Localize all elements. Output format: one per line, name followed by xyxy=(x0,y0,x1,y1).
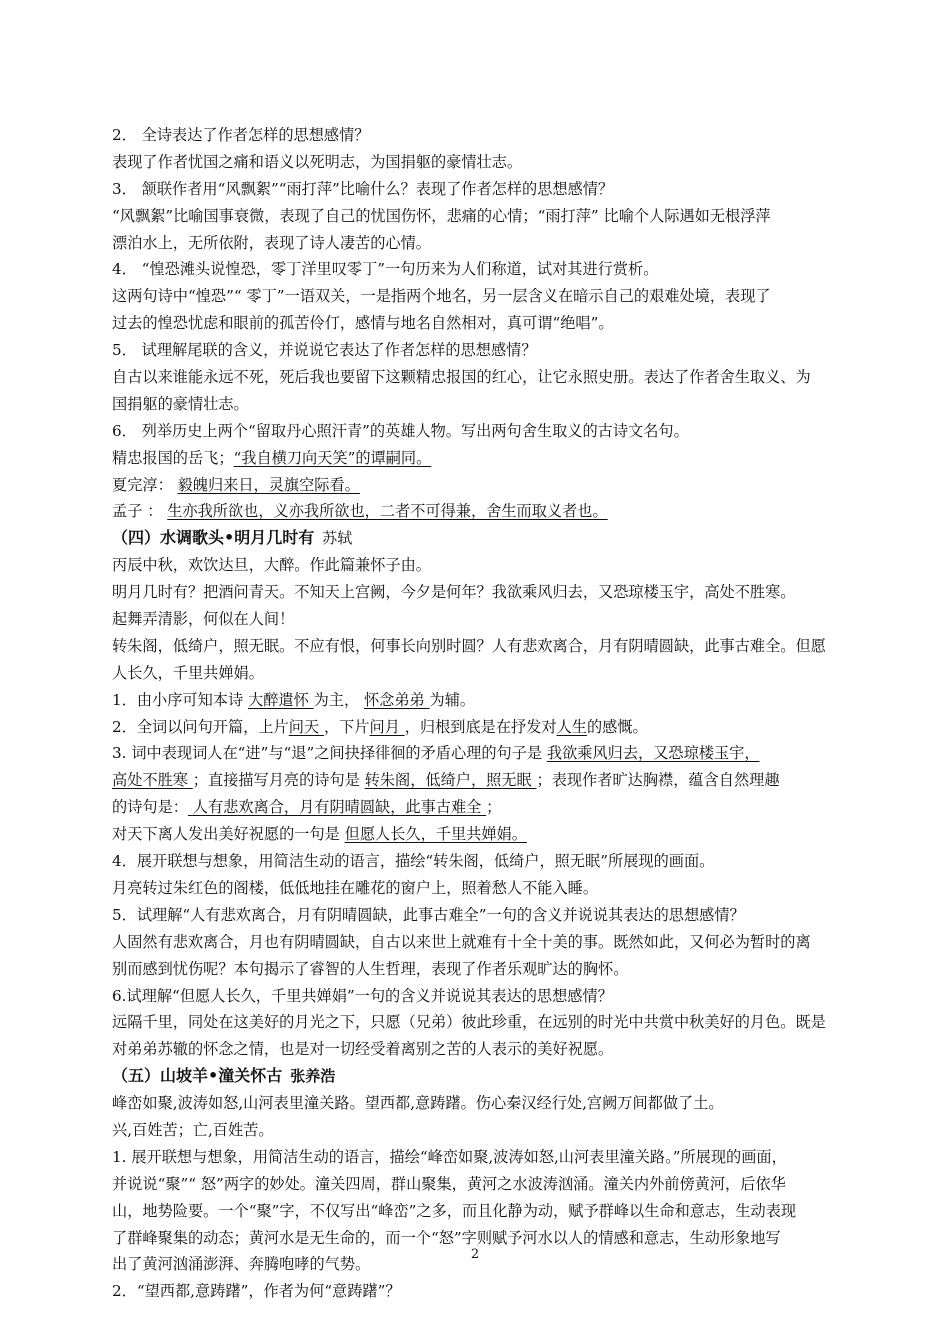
text-line: 漂泊水上，无所依附，表现了诗人凄苦的心情。 xyxy=(112,233,431,252)
underlined-answer: 毅魄归来日，灵旗空际看。 xyxy=(177,475,360,494)
underlined-answer: 人生 xyxy=(556,717,587,736)
text-line: 表现了作者忧国之痛和语义以死明志，为国捐躯的豪情壮志。 xyxy=(112,152,523,171)
text-line: 1. 展开联想与想象，用简洁生动的语言，描绘“峰峦如聚,波涛如怒,山河表里潼关路。”所展现的画面， xyxy=(112,1147,787,1166)
text-line: 出了黄河汹涌澎湃、奔腾咆哮的气势。 xyxy=(112,1255,371,1274)
text-line: 6． 列举历史上两个“留取丹心照汗青”的英雄人物。写出两句舍生取义的古诗文名句。 xyxy=(112,421,689,440)
text-line: 对弟弟苏辙的怀念之情，也是对一切经受着离别之苦的人表示的美好祝愿。 xyxy=(112,1040,614,1059)
text-line: “风飘絮”比喻国事衰微，表现了自己的忧国伤怀，悲痛的心情；“雨打萍” 比喻个人际遇如无根浮萍 xyxy=(112,206,771,225)
underlined-answer: 人有悲欢离合，月有阴晴圆缺，此事古难全 xyxy=(187,798,487,817)
underlined-answer: 我欲乘风归去，又恐琼楼玉宇， xyxy=(546,744,760,763)
text-line: 自古以来谁能永远不死，死后我也要留下这颗精忠报国的红心，让它永照史册。表达了作者舍生取义、为 xyxy=(112,368,811,387)
text-line: 5．试理解“人有悲欢离合，月有阴晴圆缺，此事古难全”一句的含义并说说其表达的思想感情？ xyxy=(112,905,745,924)
text-line: 月亮转过朱红色的阁楼，低低地挂在雕花的窗户上，照着愁人不能入睡。 xyxy=(112,878,598,897)
underlined-answer: 转朱阁，低绮户，照无眠 xyxy=(364,771,537,790)
text-line: 这两句诗中“惶恐”“ 零丁”一语双关，一是指两个地名，另一层含义在暗示自己的艰难处境，表现了 xyxy=(112,287,771,306)
text-line: 转朱阁，低绮户，照无眠。不应有恨，何事长向别时圆？人有悲欢离合，月有阴晴圆缺，此事古难全。但愿 xyxy=(112,636,826,655)
section-heading: （五）山坡羊•潼关怀古 张养浩 xyxy=(112,1066,336,1086)
text-line: 了群峰聚集的动态；黄河水是无生命的，而一个“怒”字则赋予河水以人的情感和意志，生动形象地写 xyxy=(112,1228,781,1247)
text-line: 精忠报国的岳飞；“我自横刀向天笑”的谭嗣同。 xyxy=(112,448,432,467)
text-line: 明月几时有？把酒问青天。不知天上宫阙，今夕是何年？我欲乘风归去，又恐琼楼玉宇，高处不胜寒。 xyxy=(112,583,796,602)
text-line: 3． 颔联作者用“风飘絮”“雨打萍”比喻什么？表现了作者怎样的思想感情？ xyxy=(112,179,614,198)
text-line: 4． “惶恐滩头说惶恐，零丁洋里叹零丁”一句历来为人们称道，试对其进行赏析。 xyxy=(112,260,659,279)
text-line: 的诗句是： 人有悲欢离合，月有阴晴圆缺，此事古难全 ； xyxy=(112,798,502,817)
text-line: 4．展开联想与想象，用简洁生动的语言，描绘“转朱阁，低绮户，照无眠”所展现的画面。 xyxy=(112,852,715,871)
page-number: 2 xyxy=(470,1247,480,1262)
text-line: 山，地势险要。一个“聚”字，不仅写出“峰峦”之多，而且化静为动，赋予群峰以生命和意志，生动表现 xyxy=(112,1201,797,1220)
text-line: 国捐躯的豪情壮志。 xyxy=(112,394,249,413)
text-line: 孟子 ： 生亦我所欲也，义亦我所欲也，二者不可得兼，舍生而取义者也。 xyxy=(112,502,608,521)
text-line: 2． 全诗表达了作者怎样的思想感情？ xyxy=(112,126,370,144)
text-line: 远隔千里，同处在这美好的月光之下，只愿（兄弟）彼此珍重，在远别的时光中共赏中秋美好的月色。既是 xyxy=(112,1013,826,1032)
underlined-answer: 但愿人长久，千里共婵娟。 xyxy=(344,825,527,844)
text-line: 人固然有悲欢离合，月也有阴晴圆缺，自古以来世上就难有十全十美的事。既然如此，又何必为暂时的离 xyxy=(112,932,811,951)
document-page xyxy=(112,122,864,1305)
text-line: 峰峦如聚,波涛如怒,山河表里潼关路。望西都,意踌躇。伤心秦汉经行处,宫阙万间都做了土。 xyxy=(112,1094,724,1113)
text-line: 2．全词以问句开篇，上片问天 ，下片问月 ，归根到底是在抒发对人生的感慨。 xyxy=(112,717,648,736)
underlined-answer: 问天 xyxy=(288,717,324,736)
text-line: 并说说“聚”“ 怒”两字的妙处。潼关四周，群山聚集，黄河之水波涛汹涌。潼关内外前傍黄河，后依华 xyxy=(112,1174,786,1193)
text-line: 5． 试理解尾联的含义，并说说它表达了作者怎样的思想感情？ xyxy=(112,341,537,360)
text-line: 人长久，千里共婵娟。 xyxy=(112,663,264,682)
underlined-answer: “我自横刀向天笑”的谭嗣同。 xyxy=(233,448,432,467)
text-line: 高处不胜寒 ；直接描写月亮的诗句是 转朱阁，低绮户，照无眠 ；表现作者旷达胸襟，蕴含自然理趣 xyxy=(112,771,780,790)
underlined-answer: 怀念弟弟 xyxy=(363,690,430,709)
text-line: 对天下离人发出美好祝愿的一句是 但愿人长久，千里共婵娟。 xyxy=(112,825,527,844)
text-line: 1．由小序可知本诗 大醉遣怀 为主， 怀念弟弟 为辅。 xyxy=(112,690,476,709)
text-line: 夏完淳： 毅魄归来日，灵旗空际看。 xyxy=(112,475,360,494)
text-line: 6.试理解“但愿人长久，千里共婵娟”一句的含义并说说其表达的思想感情？ xyxy=(112,986,613,1005)
text-line: 起舞弄清影，何似在人间！ xyxy=(112,610,295,629)
text-line: 2．“望西都,意踌躇”，作者为何“意踌躇”？ xyxy=(112,1282,401,1301)
section-heading: （四）水调歌头•明月几时有 苏轼 xyxy=(112,528,353,548)
text-line: 过去的惶恐忧虑和眼前的孤苦伶仃，感情与地名自然相对，真可谓“绝唱”。 xyxy=(112,314,614,333)
underlined-answer: 生亦我所欲也，义亦我所欲也，二者不可得兼，舍生而取义者也。 xyxy=(167,502,608,521)
underlined-answer: 高处不胜寒 xyxy=(112,771,193,790)
text-line: 丙辰中秋，欢饮达旦，大醉。作此篇兼怀子由。 xyxy=(112,556,431,575)
underlined-answer: 大醉遣怀 xyxy=(248,690,314,709)
text-line: 别而感到忧伤呢？本句揭示了睿智的人生哲理，表现了作者乐观旷达的胸怀。 xyxy=(112,959,629,978)
text-line: 兴,百姓苦；亡,百姓苦。 xyxy=(112,1120,274,1139)
underlined-answer: 问月 xyxy=(369,717,405,736)
text-line: 3. 词中表现词人在“进”与“退”之间抉择徘徊的矛盾心理的句子是 我欲乘风归去，又恐琼楼玉宇， xyxy=(112,744,760,763)
